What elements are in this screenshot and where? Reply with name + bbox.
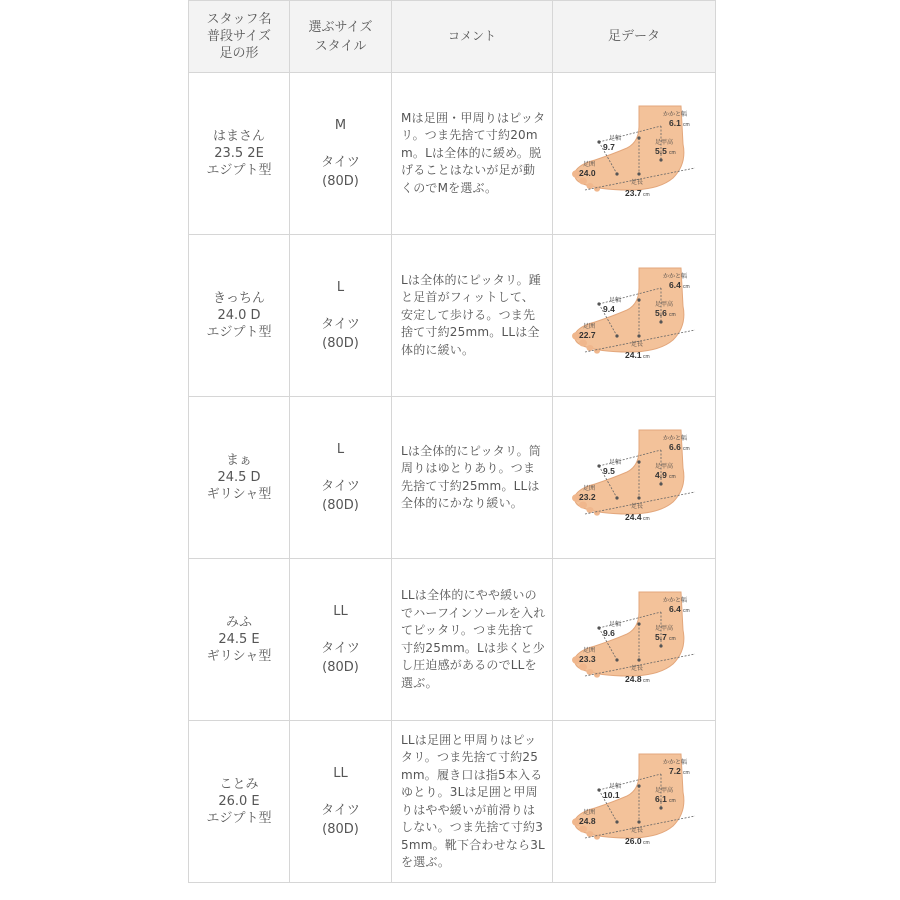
point	[637, 298, 640, 301]
girth-label: 足囲	[583, 485, 596, 492]
comment-cell	[392, 73, 553, 235]
foot-diagram	[569, 590, 699, 690]
length-label: 足長	[631, 827, 644, 834]
width-label: 足幅	[609, 297, 622, 304]
foot-diagram	[569, 266, 699, 366]
length-unit: cm	[643, 353, 650, 360]
point	[637, 784, 640, 787]
header-size: 選ぶサイズ スタイル	[290, 1, 392, 73]
foot-data-cell	[553, 559, 716, 721]
denier-label: (80D)	[322, 174, 359, 189]
point	[597, 140, 600, 143]
length-unit: cm	[643, 839, 650, 846]
instep-unit: cm	[669, 473, 676, 480]
point	[615, 820, 618, 823]
size-cell	[290, 559, 392, 721]
staff-cell	[189, 235, 290, 397]
staff-name: みふ	[225, 615, 252, 630]
length-label: 足長	[631, 503, 644, 510]
point	[637, 460, 640, 463]
usual-size: 24.5 E	[218, 632, 260, 647]
point	[597, 302, 600, 305]
size-cell	[290, 721, 392, 883]
foot-shape: エジプト型	[206, 163, 272, 178]
header-foot-data: 足データ	[553, 1, 716, 73]
toe-2	[579, 177, 587, 184]
point	[597, 626, 600, 629]
foot-data-cell	[553, 721, 716, 883]
girth-value: 24.0	[579, 167, 596, 178]
length-unit: cm	[643, 515, 650, 522]
girth-value: 23.2	[579, 491, 596, 502]
foot-diagram	[569, 428, 699, 528]
foot-shape: ギリシャ型	[206, 487, 272, 502]
heel-label: かかと幅	[663, 273, 688, 280]
point	[659, 806, 662, 809]
heel-label: かかと幅	[663, 435, 688, 442]
length-value: 23.7	[625, 187, 642, 198]
instep-unit: cm	[669, 797, 676, 804]
point	[659, 482, 662, 485]
staff-row	[189, 559, 716, 721]
staff-row	[189, 73, 716, 235]
length-label: 足長	[631, 665, 644, 672]
point	[637, 496, 640, 499]
width-value: 9.5	[603, 465, 615, 476]
foot-diagram	[569, 104, 699, 204]
heel-value: 6.6	[669, 441, 681, 452]
width-value: 10.1	[603, 789, 620, 800]
staff-cell	[189, 721, 290, 883]
staff-name: ことみ	[219, 777, 259, 792]
point	[637, 622, 640, 625]
width-value: 9.6	[603, 627, 615, 638]
instep-value: 5.6	[655, 307, 667, 318]
point	[615, 496, 618, 499]
style-label: タイツ	[321, 803, 360, 818]
denier-label: (80D)	[322, 660, 359, 675]
size-cell	[290, 235, 392, 397]
chosen-size: L	[336, 280, 345, 295]
foot-shape: エジプト型	[206, 811, 272, 826]
length-unit: cm	[643, 677, 650, 684]
header-row	[189, 1, 716, 73]
instep-value: 6.1	[655, 793, 667, 804]
girth-label: 足囲	[583, 809, 596, 816]
toe-3	[587, 345, 594, 351]
heel-value: 6.4	[669, 603, 681, 614]
instep-label: 足甲高	[655, 463, 674, 470]
length-value: 24.8	[625, 673, 642, 684]
heel-label: かかと幅	[663, 111, 688, 118]
length-label: 足長	[631, 179, 644, 186]
width-label: 足幅	[609, 459, 622, 466]
point	[659, 158, 662, 161]
toe-3	[587, 183, 594, 189]
heel-value: 6.4	[669, 279, 681, 290]
foot-diagram	[569, 752, 699, 852]
staff-cell	[189, 397, 290, 559]
instep-label: 足甲高	[655, 787, 674, 794]
heel-value: 7.2	[669, 765, 681, 776]
girth-label: 足囲	[583, 647, 596, 654]
staff-row	[189, 235, 716, 397]
instep-label: 足甲高	[655, 625, 674, 632]
length-label: 足長	[631, 341, 644, 348]
style-label: タイツ	[321, 317, 360, 332]
header-comment: コメント	[392, 1, 553, 73]
heel-unit: cm	[683, 607, 690, 614]
point	[615, 172, 618, 175]
staff-cell	[189, 559, 290, 721]
staff-row	[189, 721, 716, 883]
girth-value: 22.7	[579, 329, 596, 340]
heel-unit: cm	[683, 769, 690, 776]
girth-value: 24.8	[579, 815, 596, 826]
heel-unit: cm	[683, 283, 690, 290]
length-value: 24.4	[625, 511, 642, 522]
instep-value: 5.7	[655, 631, 667, 642]
width-value: 9.4	[603, 303, 615, 314]
point	[637, 136, 640, 139]
denier-label: (80D)	[322, 822, 359, 837]
comment-cell	[392, 397, 553, 559]
width-label: 足幅	[609, 783, 622, 790]
comment-text: Mは足囲・甲周りはピッタリ。つま先捨て寸約20mm。Lは全体的に緩め。脱げることはないが足が動くのでMを選ぶ。	[401, 110, 546, 195]
heel-label: かかと幅	[663, 759, 688, 766]
staff-name: まぁ	[225, 453, 252, 468]
instep-value: 4.9	[655, 469, 667, 480]
size-cell	[290, 397, 392, 559]
usual-size: 26.0 E	[218, 794, 260, 809]
foot-data-cell	[553, 397, 716, 559]
point	[637, 334, 640, 337]
toe-2	[579, 663, 587, 670]
style-label: タイツ	[321, 641, 360, 656]
comment-text: Lは全体的にピッタリ。筒周りはゆとりあり。つま先捨て寸約25mm。LLは全体的にかなり緩い。	[401, 443, 542, 510]
foot-data-cell	[553, 235, 716, 397]
denier-label: (80D)	[322, 336, 359, 351]
usual-size: 23.5 2E	[214, 146, 264, 161]
girth-value: 23.3	[579, 653, 596, 664]
toe-2	[579, 339, 587, 346]
heel-value: 6.1	[669, 117, 681, 128]
chosen-size: M	[334, 118, 347, 133]
staff-cell	[189, 73, 290, 235]
girth-label: 足囲	[583, 323, 596, 330]
point	[637, 820, 640, 823]
toe-2	[579, 825, 587, 832]
foot-data-cell	[553, 73, 716, 235]
comment-cell	[392, 559, 553, 721]
usual-size: 24.5 D	[217, 470, 261, 485]
comment-text: LLは全体的にやや緩いのでハーフインソールを入れてピッタリ。つま先捨て寸約25mm。Lは歩くと少し圧迫感があるのでLLを選ぶ。	[401, 588, 546, 690]
point	[597, 464, 600, 467]
comment-text: Lは全体的にピッタリ。踵と足首がフィットして、安定して歩ける。つま先捨て寸約25mm。LLは全体的に緩い。	[401, 272, 542, 357]
length-value: 24.1	[625, 349, 642, 360]
instep-unit: cm	[669, 311, 676, 318]
fit-table	[188, 0, 716, 883]
toe-3	[587, 669, 594, 675]
staff-name: はまさん	[212, 129, 265, 144]
width-value: 9.7	[603, 141, 615, 152]
usual-size: 24.0 D	[217, 308, 261, 323]
style-label: タイツ	[321, 155, 360, 170]
toe-3	[587, 831, 594, 837]
toe-2	[579, 501, 587, 508]
comment-cell	[392, 235, 553, 397]
point	[659, 320, 662, 323]
length-unit: cm	[643, 191, 650, 198]
foot-shape: エジプト型	[206, 325, 272, 340]
instep-label: 足甲高	[655, 139, 674, 146]
staff-name: きっちん	[212, 291, 265, 306]
chosen-size: LL	[333, 604, 348, 619]
instep-label: 足甲高	[655, 301, 674, 308]
point	[597, 788, 600, 791]
point	[637, 658, 640, 661]
girth-label: 足囲	[583, 161, 596, 168]
chosen-size: LL	[333, 766, 348, 781]
chosen-size: L	[336, 442, 345, 457]
style-label: タイツ	[321, 479, 360, 494]
heel-unit: cm	[683, 445, 690, 452]
denier-label: (80D)	[322, 498, 359, 513]
foot-shape: ギリシャ型	[206, 649, 272, 664]
comment-cell	[392, 721, 553, 883]
size-cell	[290, 73, 392, 235]
staff-row	[189, 397, 716, 559]
toe-3	[587, 507, 594, 513]
length-value: 26.0	[625, 835, 642, 846]
comment-text: LLは足囲と甲周りはピッタリ。つま先捨て寸約25mm。履き口は指5本入るゆとり。3Lは足囲と甲周りはやや緩いが前滑りはしない。つま先捨て寸約35mm。靴下合わせなら3Lを選ぶ。	[401, 732, 545, 869]
instep-unit: cm	[669, 635, 676, 642]
width-label: 足幅	[609, 135, 622, 142]
point	[659, 644, 662, 647]
heel-unit: cm	[683, 121, 690, 128]
width-label: 足幅	[609, 621, 622, 628]
point	[615, 334, 618, 337]
heel-label: かかと幅	[663, 597, 688, 604]
instep-value: 5.5	[655, 145, 667, 156]
point	[615, 658, 618, 661]
header-staff: スタッフ名 普段サイズ 足の形	[189, 1, 290, 73]
instep-unit: cm	[669, 149, 676, 156]
point	[637, 172, 640, 175]
